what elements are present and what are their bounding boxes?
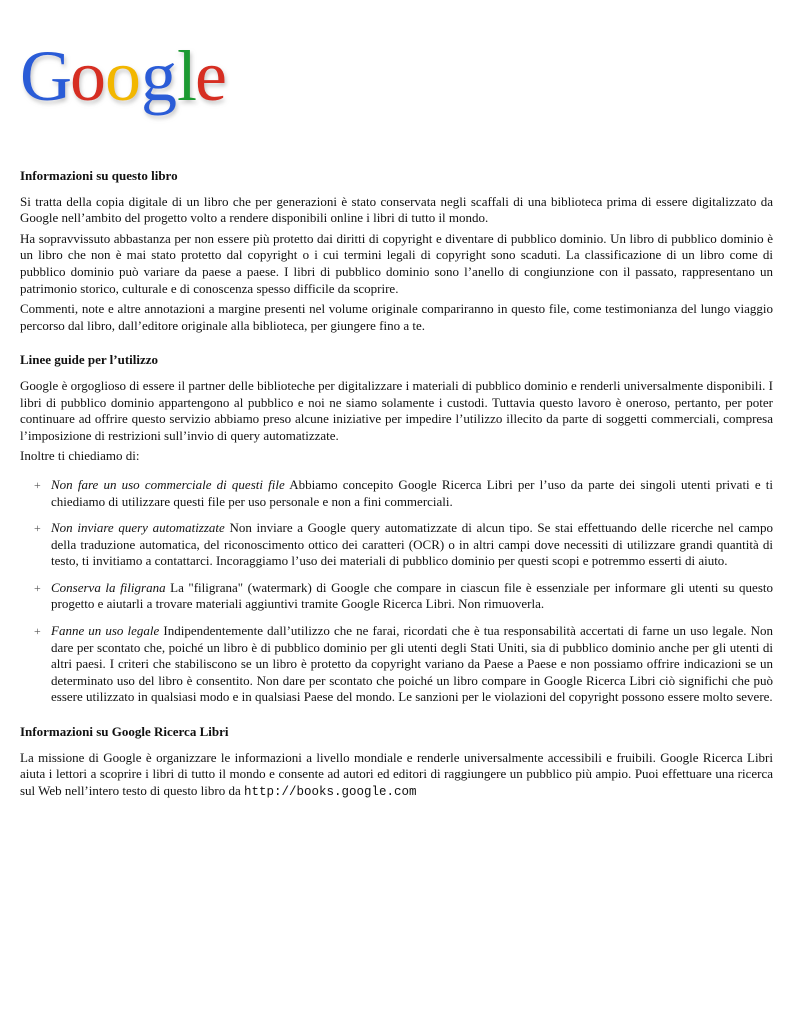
guideline-text: Non inviare a Google query automatizzate di alcun tipo. Se stai effettuando delle ricerche nel campo della traduzione automatica, del riconoscimento ottico dei caratteri (OCR) o in altri campi dove necessiti di utilizzare grandi quantità di testo, ti invitiamo a contattarci. Incoraggiamo l’uso dei materiali di pubblico dominio per questi scopi e potremmo esserti di aiuto. — [51, 520, 773, 569]
guideline-item — [20, 520, 773, 570]
guideline-title: Fanne un uso legale — [51, 623, 160, 639]
paragraph: Commenti, note e altre annotazioni a margine presenti nel volume originale compariranno in questo file, come testimonianza del lungo viaggio percorso dal libro, dall’editore originale alla biblioteca, per giungere fino a te. — [20, 301, 773, 333]
guideline-item — [20, 580, 773, 613]
logo-letter: G — [20, 36, 72, 116]
guideline-text: La "filigrana" (watermark) di Google che compare in ciascun file è essenziale per informare gli utenti su questo progetto e aiutarli a trovare materiali aggiuntivi tramite Google Ricerca Libri. Non rimuoverla. — [51, 579, 774, 612]
bullet-plus-icon: + — [34, 580, 41, 595]
logo-letter: o — [105, 36, 141, 116]
paragraph: Inoltre ti chiediamo di: — [20, 448, 140, 464]
guideline-text: Abbiamo concepito Google Ricerca Libri per l’uso da parte dei singoli utenti privati e ti chiediamo di utilizzare questi file per uso personale e non a fini commerciali. — [51, 476, 773, 509]
section-about — [20, 168, 773, 334]
paragraph — [20, 750, 773, 801]
guideline-title: Conserva la filigrana — [51, 579, 166, 595]
section-heading: Linee guide per l’utilizzo — [20, 352, 159, 368]
paragraph: Google è orgoglioso di essere il partner delle biblioteche per digitalizzare i materiali di pubblico dominio e renderli universalmente disponibili. I libri di pubblico dominio appartengono al pubblico e noi ne siamo solamente i custodi. Tuttavia questo lavoro è oneroso, pertanto, per poter continuare ad offrire questo servizio abbiamo preso alcune iniziative per impedire l’utilizzo illecito da parte di soggetti commerciali, compresa l’imposizione di restrizioni sull’invio di query automatizzate. — [20, 377, 773, 443]
section-google-book-search — [20, 724, 773, 800]
bullet-plus-icon: + — [34, 477, 41, 492]
guideline-text: Indipendentemente dall’utilizzo che ne farai, ricordati che è tua responsabilità accertati di farne un uso legale. Non dare per scontato che, poiché un libro è di pubblico dominio per gli utenti degli Stati Uniti, sia di pubblico dominio anche per gli utenti di altri paesi. I criteri che stabiliscono se un libro è protetto da copyright variano da Paese a Paese e non possiamo offrire indicazioni se un determinato uso del libro è consentito. Non dare per scontato che poiché un libro compare in Google Ricerca Libri ciò significhi che può essere utilizzato in qualsiasi modo e in qualsiasi Paese del mondo. Le sanzioni per le violazioni del copyright possono essere molto severe. — [51, 623, 773, 705]
section-heading: Informazioni su Google Ricerca Libri — [20, 724, 229, 740]
document-body — [20, 168, 773, 818]
section-heading: Informazioni su questo libro — [20, 168, 178, 183]
books-url-link[interactable]: http://books.google.com — [244, 784, 417, 799]
guideline-item — [20, 623, 773, 706]
guideline-list — [20, 477, 773, 706]
guideline-title: Non fare un uso commerciale di questi file — [51, 476, 285, 492]
bullet-plus-icon: + — [34, 624, 41, 639]
guideline-item — [20, 477, 773, 510]
guideline-title: Non inviare query automatizzate — [51, 520, 225, 536]
section-guidelines — [20, 352, 773, 706]
logo-letter: l — [177, 36, 198, 116]
logo-letter: e — [195, 36, 227, 116]
logo-letter: g — [141, 36, 177, 116]
paragraph: Ha sopravvissuto abbastanza per non essere più protetto dai diritti di copyright e diventare di pubblico dominio. Un libro di pubblico dominio è un libro che non è mai stato protetto dal copyright o i cui termini legali di copyright sono scaduti. La classificazione di un libro come di pubblico dominio può variare da paese a paese. I libri di pubblico dominio sono l’anello di congiunzione con il passato, rappresentano un patrimonio storico, culturale e di conoscenza spesso difficile da scoprire. — [20, 230, 773, 296]
bullet-plus-icon: + — [34, 521, 41, 536]
google-logo — [20, 30, 230, 130]
paragraph-text: La missione di Google è organizzare le informazioni a livello mondiale e renderle universalmente accessibili e fruibili. Google Ricerca Libri aiuta i lettori a scoprire i libri di tutto il mondo e consente ad autori ed editori di raggiungere un pubblico più ampio. Puoi effettuare una ricerca sul Web nell’intero testo di questo libro da — [20, 749, 773, 798]
paragraph: Si tratta della copia digitale di un libro che per generazioni è stato conservata negli scaffali di una biblioteca prima di essere digitalizzato da Google nell’ambito del progetto volto a rendere disponibili online i libri di tutto il mondo. — [20, 193, 773, 226]
logo-letter: o — [70, 36, 106, 116]
